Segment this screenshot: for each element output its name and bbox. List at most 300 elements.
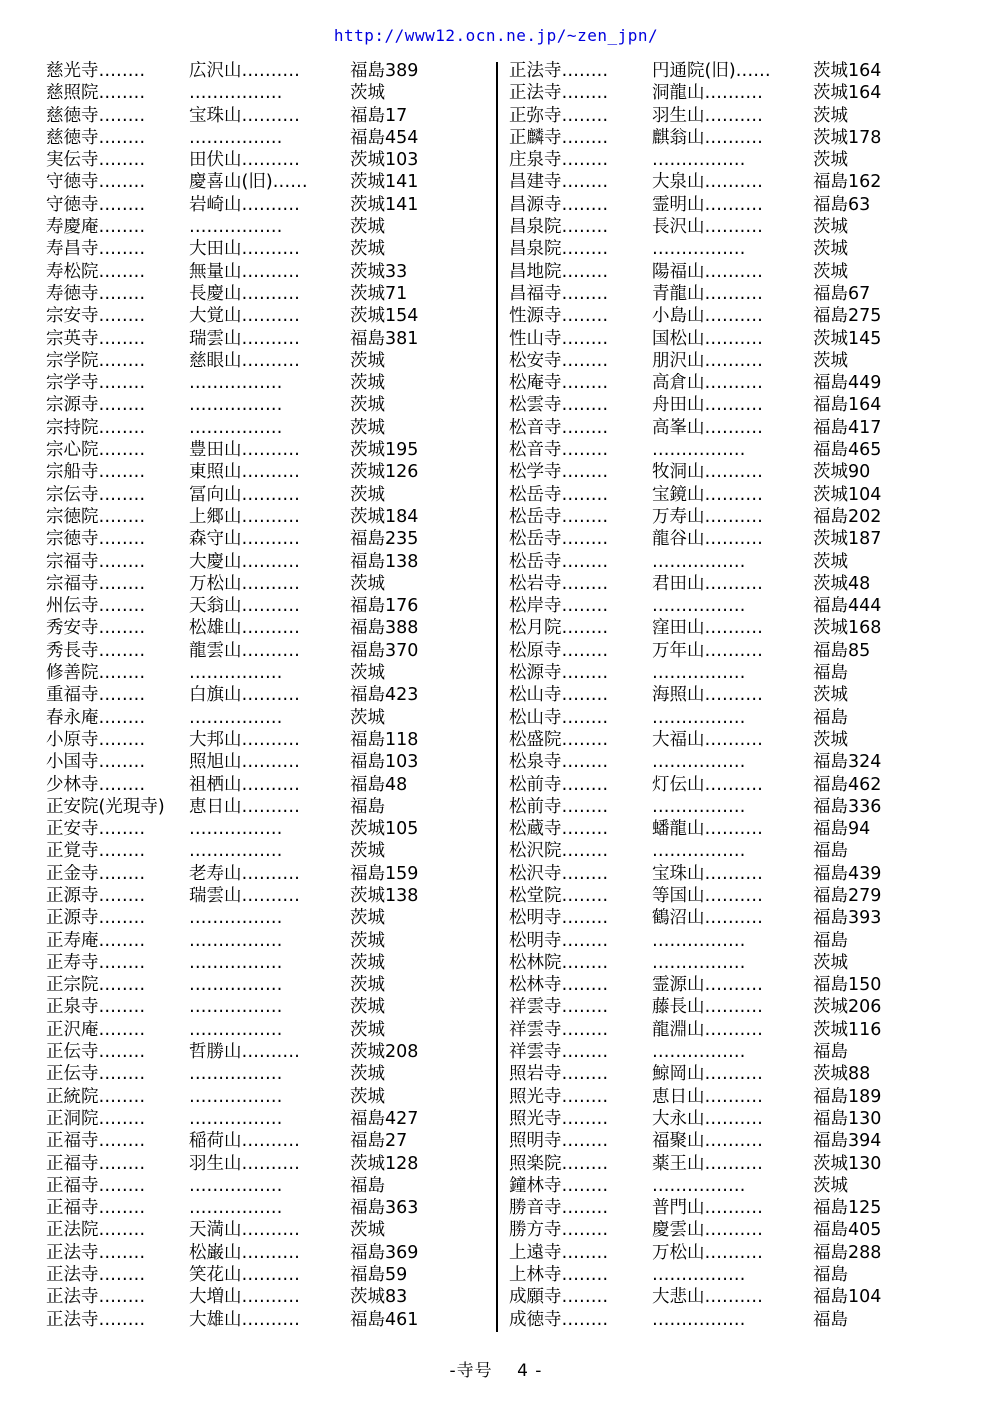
mountain-name: ‥‥‥‥‥‥‥‥ [652, 1042, 746, 1063]
temple-name: 松明寺‥‥‥‥ [509, 908, 609, 929]
list-item [46, 684, 486, 706]
prefecture-ref: 茨城 [813, 685, 848, 706]
mountain-name: ‥‥‥‥‥‥‥‥ [189, 663, 283, 684]
temple-name: 松安寺‥‥‥‥ [509, 350, 609, 371]
list-item [509, 729, 949, 751]
temple-name: 松沢寺‥‥‥‥ [509, 863, 609, 884]
list-item [509, 551, 949, 573]
temple-name: 昌泉院‥‥‥‥ [509, 217, 609, 238]
mountain-name: ‥‥‥‥‥‥‥‥ [189, 841, 283, 862]
list-item [46, 863, 486, 885]
temple-name: 正法寺‥‥‥‥ [46, 1287, 146, 1308]
prefecture-ref: 茨城164 [813, 83, 882, 104]
temple-name: 祥雲寺‥‥‥‥ [509, 1019, 609, 1040]
list-item [509, 1197, 949, 1219]
mountain-name: 舟田山‥‥‥‥‥ [652, 395, 763, 416]
temple-name: 守徳寺‥‥‥‥ [46, 194, 146, 215]
mountain-name: ‥‥‥‥‥‥‥‥ [652, 1175, 746, 1196]
mountain-name: 恵日山‥‥‥‥‥ [652, 1086, 763, 1107]
prefecture-ref: 福島118 [350, 729, 419, 750]
prefecture-ref: 福島103 [350, 752, 419, 773]
mountain-name: 万松山‥‥‥‥‥ [189, 573, 300, 594]
mountain-name: 窪田山‥‥‥‥‥ [652, 618, 763, 639]
temple-name: 照明寺‥‥‥‥ [509, 1131, 609, 1152]
temple-name: 松蔵寺‥‥‥‥ [509, 819, 609, 840]
temple-name: 成徳寺‥‥‥‥ [509, 1309, 609, 1330]
prefecture-ref: 福島370 [350, 640, 419, 661]
prefecture-ref: 茨城 [813, 150, 848, 171]
temple-name: 正安寺‥‥‥‥ [46, 819, 146, 840]
temple-name: 寿松院‥‥‥‥ [46, 261, 146, 282]
list-item [509, 774, 949, 796]
prefecture-ref: 茨城128 [350, 1153, 419, 1174]
temple-name: 寿徳寺‥‥‥‥ [46, 283, 146, 304]
list-item [46, 1153, 486, 1175]
mountain-name: 円通院(旧)‥‥‥ [652, 61, 771, 81]
temple-name: 松原寺‥‥‥‥ [509, 640, 609, 661]
mountain-name: 恵日山‥‥‥‥‥ [189, 796, 300, 817]
mountain-name: 霊源山‥‥‥‥‥ [652, 975, 763, 996]
list-item [509, 1242, 949, 1264]
list-item [509, 863, 949, 885]
temple-name: 寿慶庵‥‥‥‥ [46, 217, 146, 238]
temple-name: 庄泉寺‥‥‥‥ [509, 150, 609, 171]
temple-name: 実伝寺‥‥‥‥ [46, 150, 146, 171]
temple-name: 松岳寺‥‥‥‥ [509, 506, 609, 527]
temple-name: 勝方寺‥‥‥‥ [509, 1220, 609, 1241]
temple-name: 慈照院‥‥‥‥ [46, 83, 146, 104]
prefecture-ref: 茨城145 [813, 328, 882, 349]
list-item [509, 1153, 949, 1175]
temple-name: 松岳寺‥‥‥‥ [509, 529, 609, 550]
mountain-name: 松雄山‥‥‥‥‥ [189, 618, 300, 639]
list-item [509, 796, 949, 818]
mountain-name: ‥‥‥‥‥‥‥‥ [652, 707, 746, 728]
temple-name: 松山寺‥‥‥‥ [509, 707, 609, 728]
list-item [509, 595, 949, 617]
list-item [46, 439, 486, 461]
prefecture-ref: 福島423 [350, 685, 419, 706]
temple-name: 性山寺‥‥‥‥ [509, 328, 609, 349]
list-item [46, 394, 486, 416]
temple-name: 松源寺‥‥‥‥ [509, 663, 609, 684]
mountain-name: 大雄山‥‥‥‥‥ [189, 1309, 300, 1330]
list-item [509, 461, 949, 483]
list-item [509, 1309, 949, 1331]
list-item [46, 774, 486, 796]
temple-name: 昌建寺‥‥‥‥ [509, 172, 609, 193]
temple-name: 松岩寺‥‥‥‥ [509, 573, 609, 594]
list-item [509, 930, 949, 952]
mountain-name: 福聚山‥‥‥‥‥ [652, 1131, 763, 1152]
prefecture-ref: 茨城130 [813, 1153, 882, 1174]
prefecture-ref: 茨城 [350, 417, 385, 438]
prefecture-ref: 茨城154 [350, 306, 419, 327]
prefecture-ref: 福島 [813, 1265, 848, 1286]
mountain-name: ‥‥‥‥‥‥‥‥ [189, 417, 283, 438]
temple-name: 松盛院‥‥‥‥ [509, 729, 609, 750]
temple-name: 正法寺‥‥‥‥ [46, 1265, 146, 1286]
mountain-name: 大泉山‥‥‥‥‥ [652, 172, 763, 193]
temple-name: 正源寺‥‥‥‥ [46, 908, 146, 929]
left-column [46, 60, 486, 1331]
prefecture-ref: 福島449 [813, 373, 882, 394]
list-item [46, 328, 486, 350]
mountain-name: 長慶山‥‥‥‥‥ [189, 283, 300, 304]
temple-name: 宗英寺‥‥‥‥ [46, 328, 146, 349]
list-item [509, 82, 949, 104]
prefecture-ref: 福島363 [350, 1198, 419, 1219]
list-item [509, 996, 949, 1018]
prefecture-ref: 茨城 [813, 350, 848, 371]
temple-name: 宗持院‥‥‥‥ [46, 417, 146, 438]
mountain-name: ‥‥‥‥‥‥‥‥ [652, 663, 746, 684]
list-item [46, 1309, 486, 1331]
mountain-name: 蟠龍山‥‥‥‥‥ [652, 819, 763, 840]
temple-name: 小原寺‥‥‥‥ [46, 729, 146, 750]
temple-name: 昌地院‥‥‥‥ [509, 261, 609, 282]
temple-name: 宗徳寺‥‥‥‥ [46, 529, 146, 550]
prefecture-ref: 福島189 [813, 1086, 882, 1107]
temple-name: 正福寺‥‥‥‥ [46, 1131, 146, 1152]
list-item [509, 350, 949, 372]
temple-name: 小国寺‥‥‥‥ [46, 752, 146, 773]
temple-name: 祥雲寺‥‥‥‥ [509, 997, 609, 1018]
list-item [509, 684, 949, 706]
list-item [46, 461, 486, 483]
mountain-name: 等国山‥‥‥‥‥ [652, 885, 763, 906]
prefecture-ref: 茨城116 [813, 1019, 882, 1040]
temple-name: 慈徳寺‥‥‥‥ [46, 127, 146, 148]
prefecture-ref: 茨城104 [813, 484, 882, 505]
mountain-name: 鶴沼山‥‥‥‥‥ [652, 908, 763, 929]
list-item [509, 662, 949, 684]
list-item [46, 238, 486, 260]
prefecture-ref: 茨城 [350, 83, 385, 104]
temple-name: 宗学院‥‥‥‥ [46, 350, 146, 371]
temple-name: 松岳寺‥‥‥‥ [509, 551, 609, 572]
list-item [46, 818, 486, 840]
prefecture-ref: 茨城 [350, 707, 385, 728]
prefecture-ref: 茨城 [350, 573, 385, 594]
mountain-name: 洞龍山‥‥‥‥‥ [652, 83, 763, 104]
mountain-name: 麒翁山‥‥‥‥‥ [652, 127, 763, 148]
mountain-name: 藤長山‥‥‥‥‥ [652, 997, 763, 1018]
prefecture-ref: 福島 [813, 930, 848, 951]
mountain-name: 龍谷山‥‥‥‥‥ [652, 529, 763, 550]
temple-name: 上林寺‥‥‥‥ [509, 1265, 609, 1286]
temple-name: 正泉寺‥‥‥‥ [46, 997, 146, 1018]
temple-name: 正覚寺‥‥‥‥ [46, 841, 146, 862]
prefecture-ref: 福島162 [813, 172, 882, 193]
prefecture-ref: 茨城 [350, 373, 385, 394]
temple-name: 松林院‥‥‥‥ [509, 952, 609, 973]
prefecture-ref: 茨城184 [350, 506, 419, 527]
right-column [509, 60, 949, 1331]
temple-name: 昌源寺‥‥‥‥ [509, 194, 609, 215]
temple-name: 上遠寺‥‥‥‥ [509, 1242, 609, 1263]
temple-name: 正宗院‥‥‥‥ [46, 975, 146, 996]
mountain-name: ‥‥‥‥‥‥‥‥ [652, 239, 746, 260]
temple-name: 松学寺‥‥‥‥ [509, 462, 609, 483]
mountain-name: ‥‥‥‥‥‥‥‥ [189, 217, 283, 238]
mountain-name: 万年山‥‥‥‥‥ [652, 640, 763, 661]
prefecture-ref: 福島427 [350, 1108, 419, 1129]
list-item [46, 907, 486, 929]
prefecture-ref: 福島275 [813, 306, 882, 327]
mountain-name: 君田山‥‥‥‥‥ [652, 573, 763, 594]
mountain-name: 稲荷山‥‥‥‥‥ [189, 1131, 300, 1152]
list-item [46, 930, 486, 952]
list-item [509, 1063, 949, 1085]
mountain-name: ‥‥‥‥‥‥‥‥ [189, 1108, 283, 1129]
mountain-name: 大邦山‥‥‥‥‥ [189, 729, 300, 750]
temple-name: 正源寺‥‥‥‥ [46, 885, 146, 906]
mountain-name: ‥‥‥‥‥‥‥‥ [189, 83, 283, 104]
list-item [509, 328, 949, 350]
temple-name: 照岩寺‥‥‥‥ [509, 1064, 609, 1085]
list-item [509, 1219, 949, 1241]
prefecture-ref: 茨城 [813, 952, 848, 973]
list-item [46, 1108, 486, 1130]
mountain-name: 大田山‥‥‥‥‥ [189, 239, 300, 260]
list-item [46, 1242, 486, 1264]
mountain-name: ‥‥‥‥‥‥‥‥ [189, 930, 283, 951]
list-item [509, 372, 949, 394]
list-item [509, 484, 949, 506]
mountain-name: 鯨岡山‥‥‥‥‥ [652, 1064, 763, 1085]
prefecture-ref: 茨城164 [813, 61, 882, 81]
prefecture-ref: 福島389 [350, 61, 419, 81]
temple-name: 慈徳寺‥‥‥‥ [46, 105, 146, 126]
list-item [509, 751, 949, 773]
prefecture-ref: 福島405 [813, 1220, 882, 1241]
mountain-name: 灯伝山‥‥‥‥‥ [652, 774, 763, 795]
prefecture-ref: 福島85 [813, 640, 871, 661]
prefecture-ref: 茨城71 [350, 283, 408, 304]
mountain-name: 慶雲山‥‥‥‥‥ [652, 1220, 763, 1241]
list-item [509, 283, 949, 305]
list-item [509, 216, 949, 238]
prefecture-ref: 茨城 [350, 663, 385, 684]
temple-name: 松明寺‥‥‥‥ [509, 930, 609, 951]
list-item [46, 573, 486, 595]
list-item [46, 640, 486, 662]
mountain-name: 天満山‥‥‥‥‥ [189, 1220, 300, 1241]
list-item [509, 1041, 949, 1063]
list-item [509, 439, 949, 461]
mountain-name: ‥‥‥‥‥‥‥‥ [652, 1265, 746, 1286]
list-item [46, 751, 486, 773]
list-item [46, 1175, 486, 1197]
mountain-name: 宝珠山‥‥‥‥‥ [652, 863, 763, 884]
list-item [46, 261, 486, 283]
list-item [509, 573, 949, 595]
prefecture-ref: 福島393 [813, 908, 882, 929]
prefecture-ref: 福島27 [350, 1131, 408, 1152]
list-item [509, 261, 949, 283]
prefecture-ref: 茨城168 [813, 618, 882, 639]
temple-name: 秀安寺‥‥‥‥ [46, 618, 146, 639]
list-item [46, 1219, 486, 1241]
prefecture-ref: 茨城 [813, 551, 848, 572]
temple-name: 正寿庵‥‥‥‥ [46, 930, 146, 951]
temple-name: 正法寺‥‥‥‥ [46, 1242, 146, 1263]
temple-name: 勝音寺‥‥‥‥ [509, 1198, 609, 1219]
temple-name: 松泉寺‥‥‥‥ [509, 752, 609, 773]
mountain-name: ‥‥‥‥‥‥‥‥ [189, 908, 283, 929]
temple-name: 寿昌寺‥‥‥‥ [46, 239, 146, 260]
mountain-name: 万松山‥‥‥‥‥ [652, 1242, 763, 1263]
prefecture-ref: 福島461 [350, 1309, 419, 1330]
list-item [509, 885, 949, 907]
prefecture-ref: 福島94 [813, 819, 871, 840]
mountain-name: 照旭山‥‥‥‥‥ [189, 752, 300, 773]
temple-name: 正伝寺‥‥‥‥ [46, 1042, 146, 1063]
temple-name: 性源寺‥‥‥‥ [509, 306, 609, 327]
temple-name: 松沢院‥‥‥‥ [509, 841, 609, 862]
mountain-name: 国松山‥‥‥‥‥ [652, 328, 763, 349]
temple-name: 宗源寺‥‥‥‥ [46, 395, 146, 416]
prefecture-ref: 茨城208 [350, 1042, 419, 1063]
mountain-name: 老寿山‥‥‥‥‥ [189, 863, 300, 884]
prefecture-ref: 福島 [813, 1042, 848, 1063]
mountain-name: 笑花山‥‥‥‥‥ [189, 1265, 300, 1286]
mountain-name: 薬王山‥‥‥‥‥ [652, 1153, 763, 1174]
list-item [46, 105, 486, 127]
prefecture-ref: 福島394 [813, 1131, 882, 1152]
temple-name: 正法院‥‥‥‥ [46, 1220, 146, 1241]
prefecture-ref: 茨城 [813, 239, 848, 260]
prefecture-ref: 福島336 [813, 796, 882, 817]
prefecture-ref: 茨城141 [350, 172, 419, 193]
mountain-name: 慈眼山‥‥‥‥‥ [189, 350, 300, 371]
prefecture-ref: 茨城 [813, 1175, 848, 1196]
temple-name: 宗心院‥‥‥‥ [46, 440, 146, 461]
header-url: http://www12.ocn.ne.jp/~zen_jpn/ [333, 26, 659, 45]
mountain-name: ‥‥‥‥‥‥‥‥ [652, 596, 746, 617]
temple-name: 春永庵‥‥‥‥ [46, 707, 146, 728]
mountain-name: 海照山‥‥‥‥‥ [652, 685, 763, 706]
list-item [46, 1130, 486, 1152]
temple-name: 松前寺‥‥‥‥ [509, 774, 609, 795]
temple-name: 祥雲寺‥‥‥‥ [509, 1042, 609, 1063]
mountain-name: ‥‥‥‥‥‥‥‥ [652, 752, 746, 773]
mountain-name: ‥‥‥‥‥‥‥‥ [652, 551, 746, 572]
list-item [509, 1019, 949, 1041]
mountain-name: 宝珠山‥‥‥‥‥ [189, 105, 300, 126]
list-item [46, 974, 486, 996]
prefecture-ref: 茨城 [813, 217, 848, 238]
prefecture-ref: 茨城 [350, 952, 385, 973]
temple-name: 正法寺‥‥‥‥ [509, 61, 609, 81]
mountain-name: ‥‥‥‥‥‥‥‥ [189, 373, 283, 394]
temple-name: 松山寺‥‥‥‥ [509, 685, 609, 706]
temple-name: 守徳寺‥‥‥‥ [46, 172, 146, 193]
prefecture-ref: 茨城 [350, 930, 385, 951]
temple-name: 重福寺‥‥‥‥ [46, 685, 146, 706]
prefecture-ref: 茨城187 [813, 529, 882, 550]
temple-name: 慈光寺‥‥‥‥ [46, 61, 146, 81]
prefecture-ref: 福島104 [813, 1287, 882, 1308]
temple-name: 正金寺‥‥‥‥ [46, 863, 146, 884]
prefecture-ref: 茨城 [350, 484, 385, 505]
prefecture-ref: 茨城 [350, 997, 385, 1018]
mountain-name: ‥‥‥‥‥‥‥‥ [189, 707, 283, 728]
mountain-name: 広沢山‥‥‥‥‥ [189, 61, 300, 81]
prefecture-ref: 茨城 [350, 1064, 385, 1085]
mountain-name: ‥‥‥‥‥‥‥‥ [652, 440, 746, 461]
mountain-name: 羽生山‥‥‥‥‥ [652, 105, 763, 126]
prefecture-ref: 茨城 [350, 1019, 385, 1040]
list-item [509, 394, 949, 416]
mountain-name: ‥‥‥‥‥‥‥‥ [189, 952, 283, 973]
list-item [509, 506, 949, 528]
temple-name: 正福寺‥‥‥‥ [46, 1198, 146, 1219]
list-item [46, 1019, 486, 1041]
mountain-name: 森守山‥‥‥‥‥ [189, 529, 300, 550]
temple-name: 昌福寺‥‥‥‥ [509, 283, 609, 304]
list-item [46, 840, 486, 862]
prefecture-ref: 福島138 [350, 551, 419, 572]
prefecture-ref: 福島67 [813, 283, 871, 304]
mountain-name: 大慶山‥‥‥‥‥ [189, 551, 300, 572]
list-item [509, 305, 949, 327]
mountain-name: ‥‥‥‥‥‥‥‥ [189, 1086, 283, 1107]
list-item [509, 1286, 949, 1308]
list-item [46, 952, 486, 974]
list-item [46, 551, 486, 573]
list-item [46, 283, 486, 305]
list-item [46, 506, 486, 528]
list-item [509, 707, 949, 729]
mountain-name: 万寿山‥‥‥‥‥ [652, 506, 763, 527]
mountain-name: 東照山‥‥‥‥‥ [189, 462, 300, 483]
list-item [46, 1063, 486, 1085]
prefecture-ref: 茨城141 [350, 194, 419, 215]
mountain-name: 瑞雲山‥‥‥‥‥ [189, 328, 300, 349]
list-item [46, 1086, 486, 1108]
mountain-name: 牧洞山‥‥‥‥‥ [652, 462, 763, 483]
temple-name: 松前寺‥‥‥‥ [509, 796, 609, 817]
mountain-name: ‥‥‥‥‥‥‥‥ [189, 975, 283, 996]
temple-name: 正洞院‥‥‥‥ [46, 1108, 146, 1129]
temple-name: 修善院‥‥‥‥ [46, 663, 146, 684]
mountain-name: 岩崎山‥‥‥‥‥ [189, 194, 300, 215]
list-item [46, 595, 486, 617]
mountain-name: ‥‥‥‥‥‥‥‥ [652, 952, 746, 973]
mountain-name: ‥‥‥‥‥‥‥‥ [189, 1198, 283, 1219]
temple-name: 正伝寺‥‥‥‥ [46, 1064, 146, 1085]
temple-name: 松音寺‥‥‥‥ [509, 417, 609, 438]
mountain-name: ‥‥‥‥‥‥‥‥ [189, 1175, 283, 1196]
mountain-name: ‥‥‥‥‥‥‥‥ [652, 150, 746, 171]
temple-name: 昌泉院‥‥‥‥ [509, 239, 609, 260]
list-item [46, 729, 486, 751]
mountain-name: 大永山‥‥‥‥‥ [652, 1108, 763, 1129]
list-item [46, 216, 486, 238]
list-item [46, 996, 486, 1018]
temple-name: 照光寺‥‥‥‥ [509, 1086, 609, 1107]
mountain-name: 無量山‥‥‥‥‥ [189, 261, 300, 282]
prefecture-ref: 福島417 [813, 417, 882, 438]
list-item [46, 372, 486, 394]
mountain-name: 羽生山‥‥‥‥‥ [189, 1153, 300, 1174]
temple-name: 宗徳院‥‥‥‥ [46, 506, 146, 527]
prefecture-ref: 福島 [813, 707, 848, 728]
prefecture-ref: 福島454 [350, 127, 419, 148]
mountain-name: ‥‥‥‥‥‥‥‥ [189, 1019, 283, 1040]
